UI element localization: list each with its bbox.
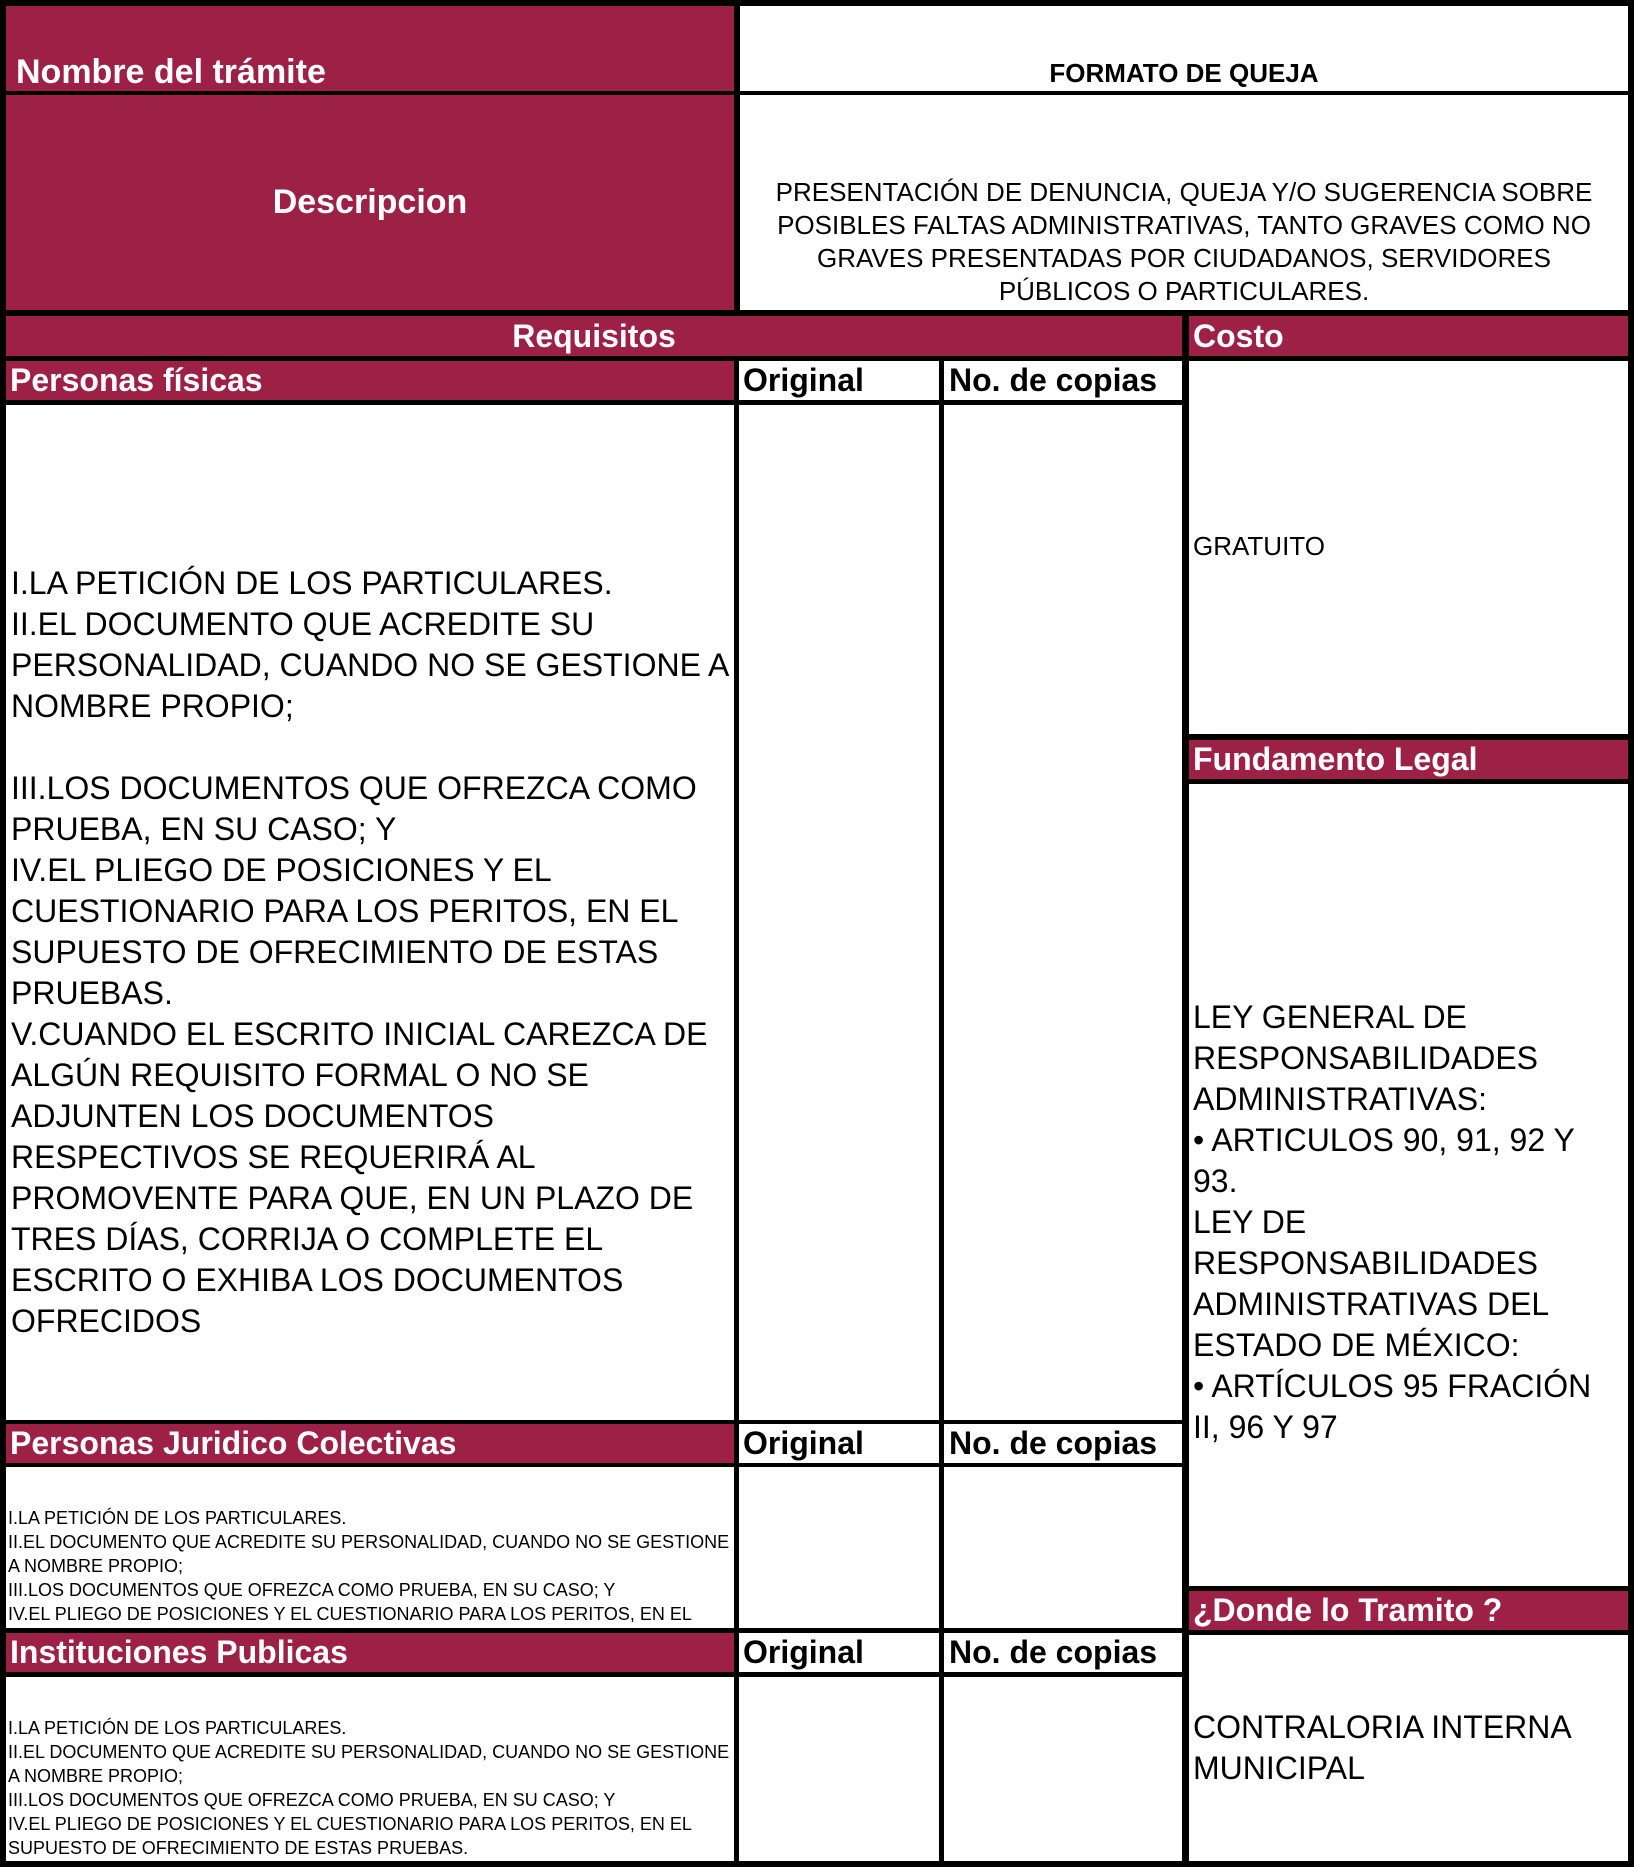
- descripcion-label: Descripcion: [6, 95, 734, 310]
- personas-juridico-header: Personas Juridico Colectivas: [6, 1424, 734, 1463]
- fundamento-legal-text: LEY GENERAL DE RESPONSABILIDADES ADMINISTRATIVAS: • ARTICULOS 90, 91, 92 Y 93. LEY DE RESPONSABILIDADES ADMINISTRATIVAS DEL ESTADO DE MÉXICO: • ARTÍCULOS 95 FRACIÓN II, 96 Y 97: [1189, 784, 1628, 1586]
- donde-tramito-header: ¿Donde lo Tramito ?: [1189, 1591, 1628, 1630]
- fundamento-legal-header: Fundamento Legal: [1189, 740, 1628, 779]
- nombre-tramite-value: FORMATO DE QUEJA: [740, 6, 1628, 91]
- pf-copias-cell: [944, 405, 1182, 1420]
- instituciones-header: Instituciones Publicas: [6, 1633, 734, 1672]
- costo-value: GRATUITO: [1189, 361, 1628, 734]
- instituciones-requisitos: [6, 1677, 734, 1861]
- personas-juridico-requisitos: [6, 1467, 734, 1628]
- pjc-text-block: I.LA PETICIÓN DE LOS PARTICULARES. II.EL DOCUMENTO QUE ACREDITE SU PERSONALIDAD, CUANDO NO SE GESTIONE A NOMBRE PROPIO; III.LOS DOCUMENTOS QUE OFREZCA COMO PRUEBA, EN SU CASO; Y IV.EL PLIEGO DE POSICIONES Y EL CUESTIONARIO PARA LOS PERITOS, EN EL: [8, 1508, 730, 1624]
- ip-original-cell: [739, 1677, 939, 1861]
- pjc-copias-header: No. de copias: [944, 1424, 1182, 1463]
- nombre-tramite-label: Nombre del trámite: [6, 6, 734, 91]
- costo-header: Costo: [1189, 316, 1628, 356]
- pf-copias-header: No. de copias: [944, 361, 1182, 400]
- donde-tramito-value: CONTRALORIA INTERNA MUNICIPAL: [1189, 1635, 1628, 1861]
- pf-original-header: Original: [739, 361, 939, 400]
- pjc-copias-cell: [944, 1467, 1182, 1628]
- descripcion-value: PRESENTACIÓN DE DENUNCIA, QUEJA Y/O SUGERENCIA SOBRE POSIBLES FALTAS ADMINISTRATIVAS, TANTO GRAVES COMO NO GRAVES PRESENTADAS POR CIUDADANOS, SERVIDORES PÚBLICOS O PARTICULARES.: [740, 95, 1628, 310]
- pjc-original-cell: [739, 1467, 939, 1628]
- personas-fisicas-header: Personas físicas: [6, 361, 734, 400]
- ip-copias-cell: [944, 1677, 1182, 1861]
- ip-copias-header: No. de copias: [944, 1633, 1182, 1672]
- ip-original-header: Original: [739, 1633, 939, 1672]
- pjc-original-header: Original: [739, 1424, 939, 1463]
- pf-original-cell: [739, 405, 939, 1420]
- ip-text-block: I.LA PETICIÓN DE LOS PARTICULARES. II.EL DOCUMENTO QUE ACREDITE SU PERSONALIDAD, CUANDO NO SE GESTIONE A NOMBRE PROPIO; III.LOS DOCUMENTOS QUE OFREZCA COMO PRUEBA, EN SU CASO; Y IV.EL PLIEGO DE POSICIONES Y EL CUESTIONARIO PARA LOS PERITOS, EN EL SUPUESTO DE OFRECIMIENTO DE ESTAS PRUEBAS.: [8, 1718, 730, 1858]
- requisitos-header: Requisitos: [6, 316, 1182, 356]
- personas-fisicas-requisitos: I.LA PETICIÓN DE LOS PARTICULARES. II.EL DOCUMENTO QUE ACREDITE SU PERSONALIDAD, CUANDO NO SE GESTIONE A NOMBRE PROPIO; III.LOS DOCUMENTOS QUE OFREZCA COMO PRUEBA, EN SU CASO; Y IV.EL PLIEGO DE POSICIONES Y EL CUESTIONARIO PARA LOS PERITOS, EN EL SUPUESTO DE OFRECIMIENTO DE ESTAS PRUEBAS. V.CUANDO EL ESCRITO INICIAL CAREZCA DE ALGÚN REQUISITO FORMAL O NO SE ADJUNTEN LOS DOCUMENTOS RESPECTIVOS SE REQUERIRÁ AL PROMOVENTE PARA QUE, EN UN PLAZO DE TRES DÍAS, CORRIJA O COMPLETE EL ESCRITO O EXHIBA LOS DOCUMENTOS OFRECIDOS: [6, 405, 734, 1420]
